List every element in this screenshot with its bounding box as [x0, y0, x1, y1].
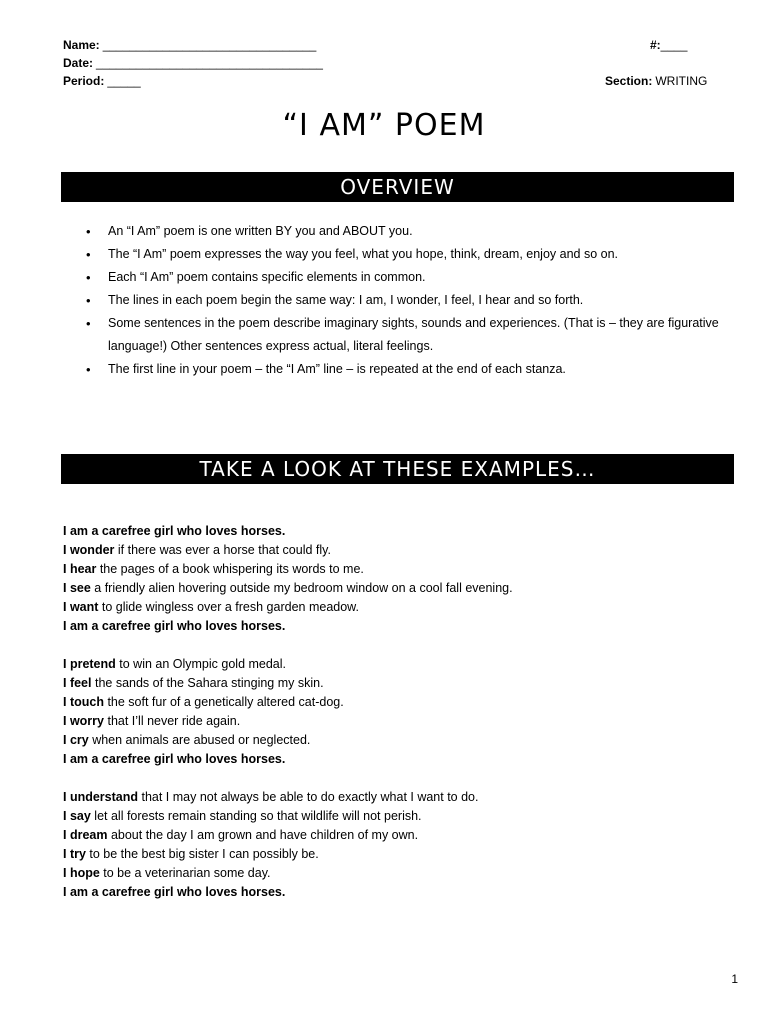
page-number: 1 — [731, 972, 738, 986]
line-rest: to be a veterinarian some day. — [99, 866, 271, 880]
poem-line — [63, 655, 723, 674]
examples-heading: TAKE A LOOK AT THESE EXAMPLES… — [61, 454, 734, 484]
refrain-line: I am a carefree girl who loves horses. — [63, 619, 286, 633]
line-rest: that I’ll never ride again. — [104, 714, 241, 728]
line-lead: I try — [63, 847, 86, 861]
overview-bullet: • An “I Am” poem is one written BY you and ABOUT you. — [84, 220, 724, 243]
line-rest: let all forests remain standing so that wildlife will not perish. — [90, 809, 422, 823]
line-lead: I hope — [63, 866, 100, 880]
name-blank: ________________________________ — [102, 38, 317, 52]
line-lead: I see — [63, 581, 91, 595]
line-lead: I cry — [63, 733, 89, 747]
name-field — [63, 37, 316, 53]
poem-line — [63, 788, 723, 807]
overview-heading: OVERVIEW — [61, 172, 734, 202]
poem-line — [63, 693, 723, 712]
date-label: Date: — [63, 56, 94, 70]
refrain-line: I am a carefree girl who loves horses. — [63, 752, 286, 766]
poem-line — [63, 826, 723, 845]
overview-list — [84, 220, 724, 381]
poem-line — [63, 598, 723, 617]
period-blank: _____ — [107, 74, 141, 88]
number-label: #: — [650, 38, 661, 52]
section-field — [605, 73, 707, 89]
line-rest: if there was ever a horse that could fly. — [114, 543, 331, 557]
refrain-line: I am a carefree girl who loves horses. — [63, 885, 286, 899]
poem-line — [63, 579, 723, 598]
poem-line — [63, 674, 723, 693]
line-lead: I dream — [63, 828, 108, 842]
number-blank: ____ — [660, 38, 688, 52]
overview-bullet: • Each “I Am” poem contains specific elements in common. — [84, 266, 724, 289]
poem-stanza-3 — [63, 788, 723, 902]
line-lead: I understand — [63, 790, 139, 804]
line-lead: I say — [63, 809, 91, 823]
line-rest: to glide wingless over a fresh garden meadow. — [98, 600, 359, 614]
number-field — [650, 37, 687, 53]
date-blank: __________________________________ — [96, 56, 323, 70]
poem-line — [63, 807, 723, 826]
line-rest: a friendly alien hovering outside my bedroom window on a cool fall evening. — [90, 581, 513, 595]
overview-bullet: • Some sentences in the poem describe imaginary sights, sounds and experiences. (That is – they are figurative language!) Other sentences express actual, literal feelings. — [84, 312, 724, 358]
date-field — [63, 55, 323, 71]
poem-line — [63, 845, 723, 864]
line-lead: I want — [63, 600, 99, 614]
overview-bullet: • The “I Am” poem expresses the way you feel, what you hope, think, dream, enjoy and so on. — [84, 243, 724, 266]
line-rest: about the day I am grown and have children of my own. — [107, 828, 419, 842]
poem-line — [63, 560, 723, 579]
poem-line — [63, 541, 723, 560]
poem-line — [63, 864, 723, 883]
line-rest: the pages of a book whispering its words to me. — [96, 562, 364, 576]
section-value: WRITING — [655, 74, 708, 88]
section-label: Section: — [605, 74, 653, 88]
poem-stanza-1 — [63, 522, 723, 636]
poem-line — [63, 731, 723, 750]
line-lead: I pretend — [63, 657, 116, 671]
line-lead: I worry — [63, 714, 104, 728]
overview-bullet: • The first line in your poem – the “I Am” line – is repeated at the end of each stanza. — [84, 358, 724, 381]
line-lead: I touch — [63, 695, 104, 709]
poem-stanza-2 — [63, 655, 723, 769]
line-rest: when animals are abused or neglected. — [88, 733, 311, 747]
line-lead: I wonder — [63, 543, 115, 557]
line-lead: I hear — [63, 562, 97, 576]
line-rest: the soft fur of a genetically altered cat-dog. — [103, 695, 344, 709]
refrain-line: I am a carefree girl who loves horses. — [63, 524, 286, 538]
name-label: Name: — [63, 38, 100, 52]
period-field — [63, 73, 141, 89]
line-rest: to be the best big sister I can possibly be. — [85, 847, 319, 861]
line-rest: to win an Olympic gold medal. — [115, 657, 287, 671]
line-rest: that I may not always be able to do exactly what I want to do. — [138, 790, 479, 804]
line-lead: I feel — [63, 676, 92, 690]
overview-bullet: • The lines in each poem begin the same way: I am, I wonder, I feel, I hear and so forth. — [84, 289, 724, 312]
period-label: Period: — [63, 74, 105, 88]
poem-line — [63, 712, 723, 731]
line-rest: the sands of the Sahara stinging my skin. — [91, 676, 324, 690]
page-title: “I AM” POEM — [282, 108, 486, 143]
